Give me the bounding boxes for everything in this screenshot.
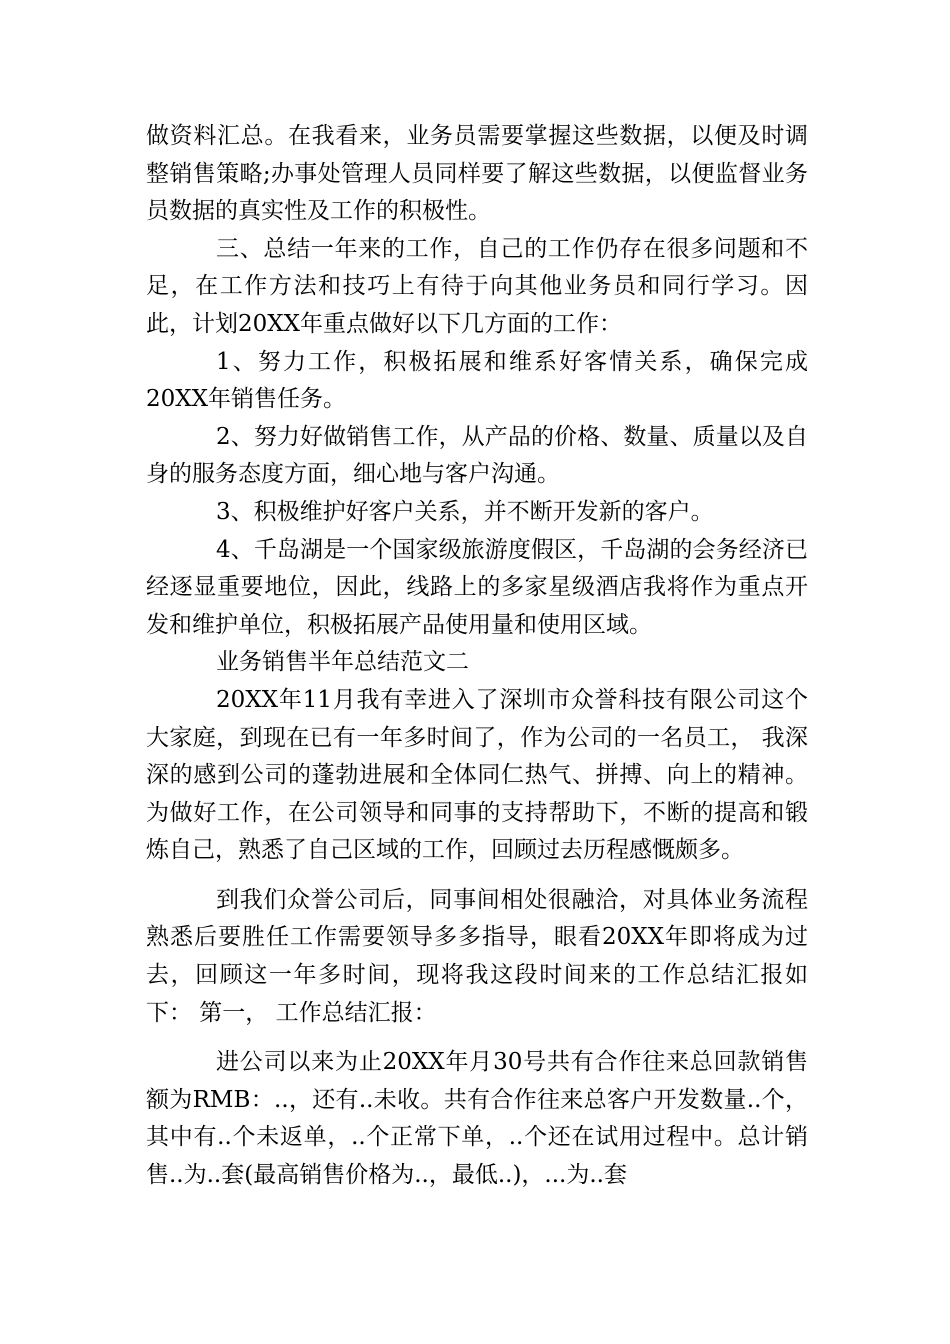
paragraph-intro: 20XX年11月我有幸进入了深圳市众誉科技有限公司这个大家庭，到现在已有一年多时间了，作为公司的一名员工， 我深深的感到公司的蓬勃进展和全体同仁热气、拼搏、向上的精神。 为做好工作，在公司领导和同事的支持帮助下，不断的提高和锻炼自己，熟悉了自己区域的工作，回顾过去历程感慨颇多。	[146, 686, 808, 864]
paragraph-item-2: 2、努力好做销售工作，从产品的价格、数量、质量以及自身的服务态度方面，细心地与客户沟通。	[146, 423, 808, 488]
paragraph-item-3: 3、积极维护好客户关系，并不断开发新的客户。	[216, 498, 714, 525]
paragraph-work-overview: 到我们众誉公司后，同事间相处很融洽，对具体业务流程熟悉后要胜任工作需要领导多多指导，眼看20XX年即将成为过去，回顾这一年多时间，现将我这段时间来的工作总结汇报如下： 第一， 工作总结汇报：	[146, 886, 808, 1026]
document-body	[146, 118, 808, 1195]
paragraph-data-summary: 做资料汇总。在我看来，业务员需要掌握这些数据，以便及时调整销售策略;办事处管理人员同样要了解这些数据，以便监督业务员数据的真实性及工作的积极性。	[146, 123, 808, 225]
paragraph-section-three: 三、总结一年来的工作，自己的工作仍存在很多问题和不足，在工作方法和技巧上有待于向其他业务员和同行学习。因此，计划20XX年重点做好以下几方面的工作：	[146, 235, 808, 337]
section-heading-sample-two: 业务销售半年总结范文二	[216, 649, 469, 676]
paragraph-item-1: 1、努力工作，积极拓展和维系好客情关系，确保完成20XX年销售任务。	[146, 348, 808, 413]
paragraph-sales-figures: 进公司以来为止20XX年月30号共有合作往来总回款销售额为RMB：..，还有..未收。共有合作往来总客户开发数量..个，其中有..个未返单，..个正常下单，..个还在试用过程中。总计销售..为..套(最高销售价格为..，最低..)，...为..套	[146, 1049, 808, 1189]
paragraph-item-4: 4、千岛湖是一个国家级旅游度假区，千岛湖的会务经济已经逐显重要地位，因此，线路上的多家星级酒店我将作为重点开发和维护单位，积极拓展产品使用量和使用区域。	[146, 536, 808, 638]
